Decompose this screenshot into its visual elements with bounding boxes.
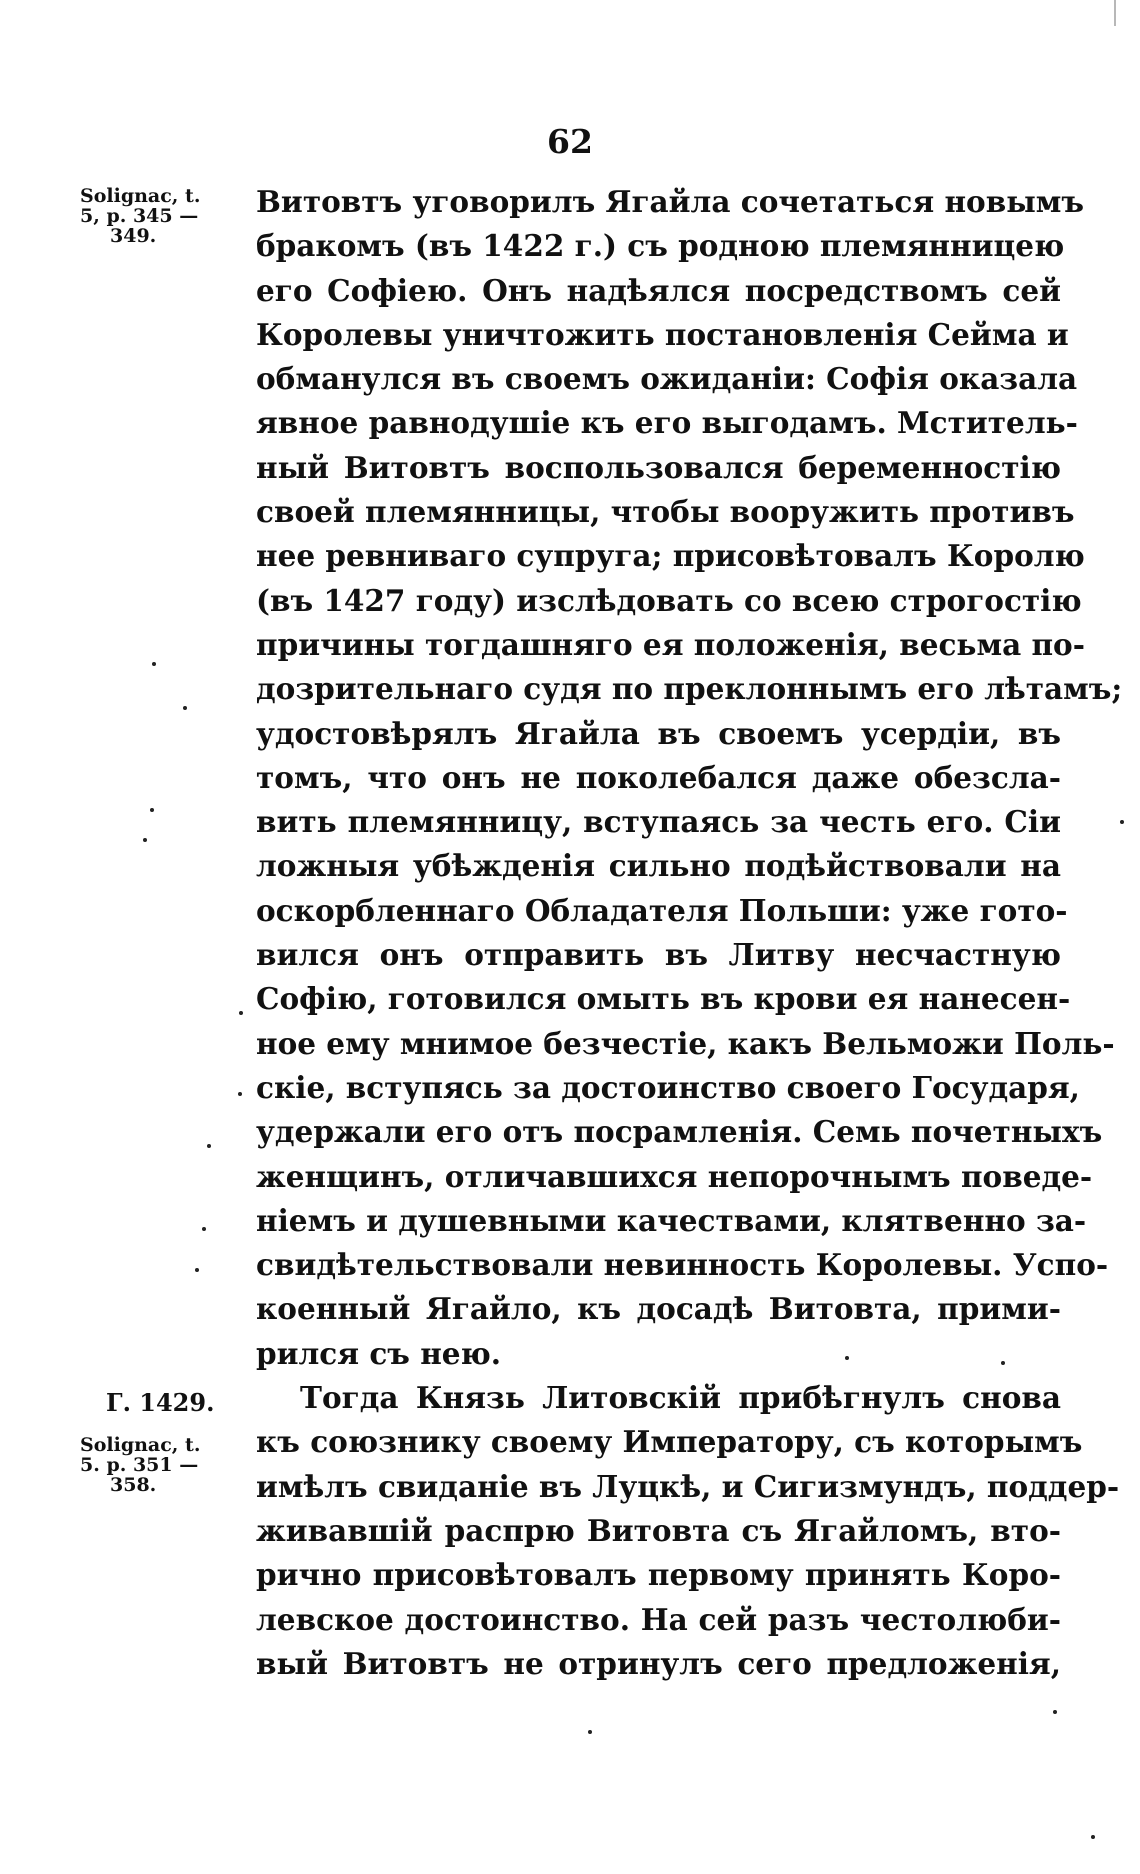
text-line: обманулся въ своемъ ожиданіи: Софія оказала	[256, 361, 1078, 397]
scan-speck	[143, 838, 147, 842]
text-line: оскорбленнаго Обладателя Польши: уже гото-	[256, 892, 1068, 928]
scan-speck	[239, 1011, 243, 1015]
text-line: рился съ нею.	[256, 1335, 502, 1371]
scan-speck	[1001, 1361, 1005, 1365]
text-line: рично присовѣтовалъ первому принять Коро-	[256, 1557, 1061, 1593]
scan-speck	[150, 808, 154, 812]
text-line: Софію, готовился омыть въ крови ея нанесен-	[256, 981, 1071, 1017]
text-line: удостовѣрялъ Ягайла въ своемъ усердіи, въ	[256, 715, 1061, 751]
scan-edge-mark	[1114, 0, 1116, 26]
text-line: бракомъ (въ 1422 г.) съ родною племянницею	[256, 228, 1065, 264]
text-line: вый Витовтъ не отринулъ сего предложенія,	[256, 1645, 1061, 1681]
margin-note-source-2	[80, 1432, 255, 1498]
scan-speck	[588, 1730, 592, 1734]
scan-speck	[195, 1268, 199, 1272]
margin-note-line: 5, p. 345 —	[80, 205, 199, 227]
text-line: вился онъ отправить въ Литву несчастную	[256, 937, 1061, 973]
text-line: коенный Ягайло, къ досадѣ Витовта, прими-	[256, 1291, 1061, 1327]
margin-note-line: Solignac, t.	[80, 1434, 201, 1456]
text-line: дозрительнаго судя по преклоннымъ его лѣтамъ;	[256, 671, 1123, 707]
text-line: ное ему мнимое безчестіе, какъ Вельможи Поль-	[256, 1025, 1115, 1061]
scan-speck	[1053, 1710, 1057, 1714]
text-line: ніемъ и душевными качествами, клятвенно за-	[256, 1202, 1087, 1238]
scan-speck	[202, 1227, 206, 1231]
margin-note-line: 5. p. 351 —	[80, 1454, 199, 1476]
margin-note-year: Г. 1429.	[106, 1388, 215, 1417]
body-text	[256, 180, 1123, 1686]
text-line: удержали его отъ посрамленія. Семь почетныхъ	[256, 1114, 1103, 1150]
text-line: явное равнодушіе къ его выгодамъ. Мститель-	[256, 405, 1078, 441]
text-line: его Софіею. Онъ надѣялся посредствомъ сей	[256, 272, 1061, 308]
text-line: Тогда Князь Литовскій прибѣгнулъ снова	[300, 1380, 1061, 1416]
margin-note-source-1	[80, 183, 255, 249]
margin-note-line: 358.	[110, 1474, 157, 1496]
text-line: къ союзнику своему Императору, съ которымъ	[256, 1424, 1083, 1460]
text-line: своей племянницы, чтобы вооружить противъ	[256, 494, 1075, 530]
text-line: ложныя убѣжденія сильно подѣйствовали на	[256, 848, 1061, 884]
page-number: 62	[547, 122, 593, 161]
text-line: причины тогдашняго ея положенія, весьма по-	[256, 626, 1085, 662]
scan-speck	[845, 1356, 849, 1360]
text-line: (въ 1427 году) изслѣдовать со всею строгостію	[256, 582, 1082, 618]
scan-speck	[238, 1092, 242, 1096]
text-line: женщинъ, отличавшихся непорочнымъ поведе-	[256, 1158, 1093, 1194]
margin-note-line: 349.	[110, 225, 157, 247]
scan-speck	[1120, 820, 1124, 824]
text-line: живавшій распрю Витовта съ Ягайломъ, вто-	[256, 1512, 1061, 1548]
scan-speck	[183, 706, 187, 710]
text-line: томъ, что онъ не поколебался даже обезсла-	[256, 759, 1061, 795]
scan-speck	[207, 1144, 211, 1148]
text-line: скіе, вступясь за достоинство своего Государя,	[256, 1069, 1080, 1105]
text-line: Королевы уничтожить постановленія Сейма и	[256, 316, 1069, 352]
text-line: имѣлъ свиданіе въ Луцкѣ, и Сигизмундъ, поддер-	[256, 1468, 1120, 1504]
text-line: левское достоинство. На сей разъ честолюби-	[256, 1601, 1061, 1637]
scan-speck	[152, 662, 156, 666]
text-line: Витовтъ уговорилъ Ягайла сочетаться новымъ	[256, 184, 1085, 219]
text-line: свидѣтельствовали невинность Королевы. Успо-	[256, 1247, 1109, 1283]
text-line: нее ревниваго супруга; присовѣтовалъ Королю	[256, 538, 1085, 574]
text-line: вить племянницу, вступаясь за честь его. Сіи	[256, 804, 1061, 840]
text-line: ный Витовтъ воспользовался беременностію	[256, 449, 1061, 485]
scan-speck	[1091, 1835, 1095, 1839]
margin-note-line: Solignac, t.	[80, 185, 201, 207]
